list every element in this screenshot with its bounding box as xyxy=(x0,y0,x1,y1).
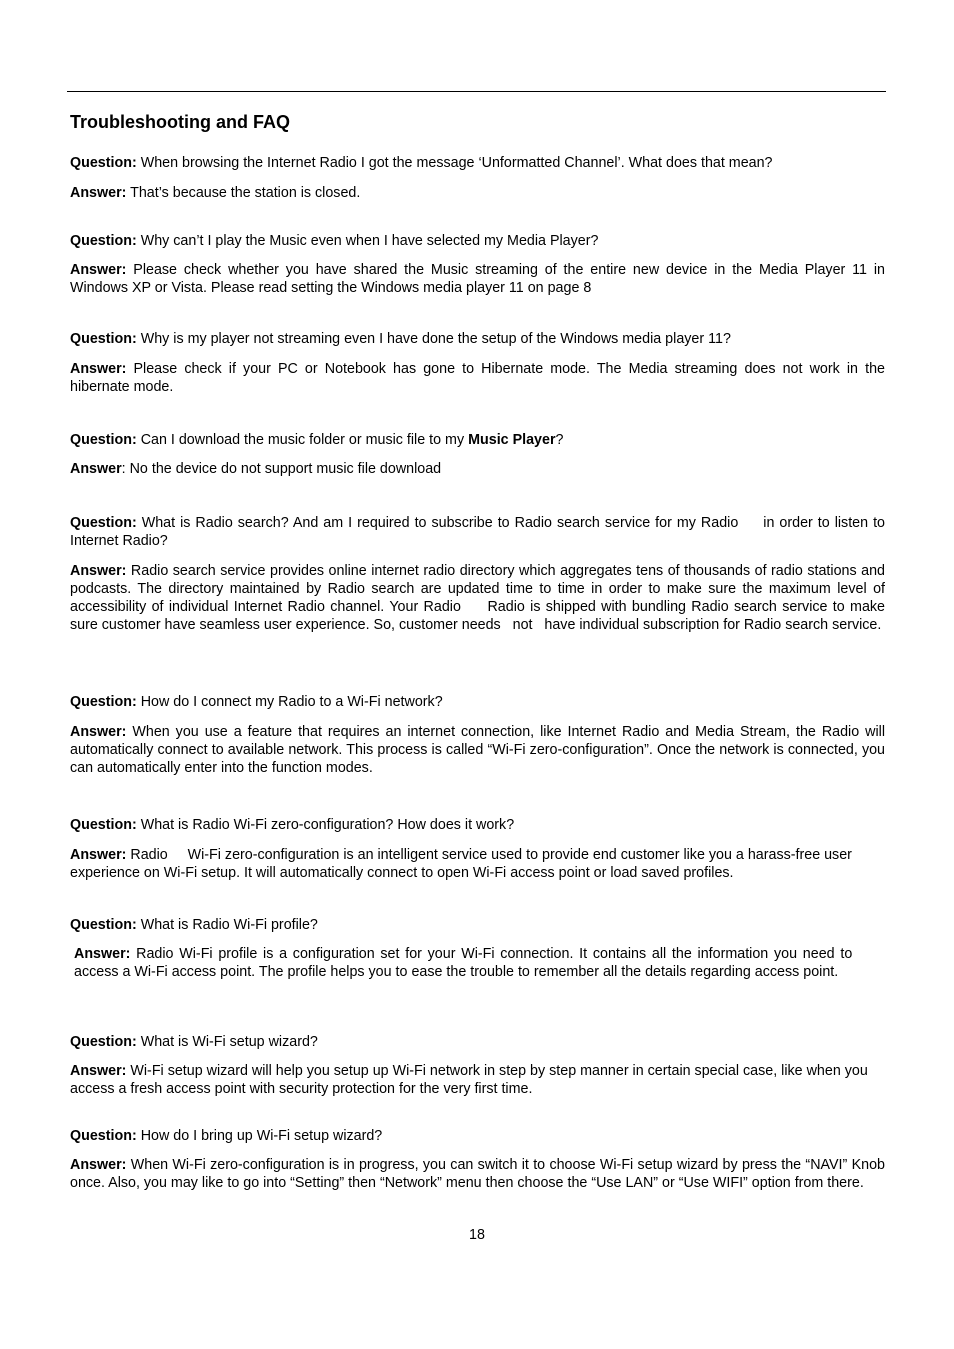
faq-answer-1 xyxy=(70,184,885,202)
faq-question-9 xyxy=(70,1033,885,1051)
answer-label: Answer: xyxy=(70,185,127,201)
question-label: Question: xyxy=(70,515,137,531)
answer-text: Radio Wi-Fi zero-configuration is an intelligent service used to provide end customer like you a harass-free user experience on Wi-Fi setup. It will automatically connect to open Wi-Fi access point or load saved profiles. xyxy=(70,847,852,881)
answer-text: : No the device do not support music file download xyxy=(121,461,442,477)
faq-question-5 xyxy=(70,514,885,550)
question-text: Why can’t I play the Music even when I have selected my Media Player? xyxy=(140,233,599,249)
faq-answer-8 xyxy=(74,945,885,981)
answer-text: Radio Wi-Fi profile is a configuration set for your Wi-Fi connection. It contains all the information you need to access a Wi-Fi access point. The profile helps you to ease the trouble to remember all the details regarding access point. xyxy=(74,946,885,980)
answer-label: Answer: xyxy=(70,563,127,579)
faq-question-2 xyxy=(70,232,885,250)
faq-answer-2 xyxy=(70,261,885,297)
question-label: Question: xyxy=(70,817,137,833)
faq-answer-4 xyxy=(70,460,885,478)
question-text: How do I bring up Wi-Fi setup wizard? xyxy=(140,1128,383,1144)
faq-question-6 xyxy=(70,693,885,711)
question-label: Question: xyxy=(70,432,137,448)
question-label: Question: xyxy=(70,331,137,347)
section-title: Troubleshooting and FAQ xyxy=(70,112,290,132)
faq-question-8 xyxy=(70,916,885,934)
faq-question-10 xyxy=(70,1127,885,1145)
question-text: How do I connect my Radio to a Wi-Fi network? xyxy=(140,694,443,710)
answer-text: Please check if your PC or Notebook has gone to Hibernate mode. The Media streaming does not work in the hibernate mode. xyxy=(70,361,885,395)
question-label: Question: xyxy=(70,694,137,710)
question-label: Question: xyxy=(70,1034,137,1050)
question-text: Why is my player not streaming even I have done the setup of the Windows media player 11? xyxy=(140,331,731,347)
faq-answer-10 xyxy=(70,1156,885,1192)
answer-text: That’s because the station is closed. xyxy=(130,185,361,201)
answer-text: When Wi-Fi zero-configuration is in progress, you can switch it to choose Wi-Fi setup wizard by press the “NAVI” Knob once. Also, you may like to go into “Setting” then “Network” menu then choose the “Use LAN” or “Use WIFI” option from there. xyxy=(70,1157,885,1191)
question-label: Question: xyxy=(70,1128,137,1144)
faq-question-7 xyxy=(70,816,885,834)
question-text: What is Wi-Fi setup wizard? xyxy=(140,1034,318,1050)
answer-text: Radio search service provides online internet radio directory which aggregates tens of thousands of radio stations and podcasts. The directory maintained by Radio search are updated time to time in order to make sure the maximum level of accessibility of individual Internet Radio channel. Your Radio Radio is shipped with bundling Radio search service to make sure customer have seamless user experience. So, customer needs not have individual subscription for Radio search service. xyxy=(70,563,885,633)
header-rule xyxy=(67,91,886,92)
faq-answer-7 xyxy=(70,846,885,882)
answer-label: Answer: xyxy=(70,847,127,863)
question-bold-term: Music Player xyxy=(468,432,556,448)
question-text: What is Radio Wi-Fi zero-configuration? How does it work? xyxy=(140,817,515,833)
answer-label: Answer: xyxy=(70,724,127,740)
faq-answer-9 xyxy=(70,1062,885,1098)
answer-label: Answer: xyxy=(70,1063,127,1079)
question-text: Can I download the music folder or music file to my xyxy=(140,432,469,448)
question-label: Question: xyxy=(70,155,137,171)
answer-label: Answer xyxy=(70,461,122,477)
answer-text: Wi-Fi setup wizard will help you setup up Wi-Fi network in step by step manner in certain special case, like when you access a fresh access point with security protection for the very first time. xyxy=(70,1063,868,1097)
answer-label: Answer: xyxy=(70,1157,127,1173)
answer-label: Answer: xyxy=(70,262,127,278)
question-label: Question: xyxy=(70,917,137,933)
answer-text: When you use a feature that requires an internet connection, like Internet Radio and Media Stream, the Radio will automatically connect to available network. This process is called “Wi-Fi zero-configuration”. Once the network is connected, you can automatically enter into the function modes. xyxy=(70,724,885,776)
faq-question-3 xyxy=(70,330,885,348)
question-text: What is Radio search? And am I required to subscribe to Radio search service for my Radio in order to listen to Internet Radio? xyxy=(70,515,886,549)
answer-label: Answer: xyxy=(74,946,131,962)
faq-answer-5 xyxy=(70,562,885,634)
faq-answer-6 xyxy=(70,723,885,777)
answer-label: Answer: xyxy=(70,361,127,377)
faq-answer-3 xyxy=(70,360,885,396)
faq-question-4 xyxy=(70,431,885,449)
page-number: 18 xyxy=(469,1227,485,1243)
question-text: When browsing the Internet Radio I got the message ‘Unformatted Channel’. What does that mean? xyxy=(140,155,773,171)
question-text-end: ? xyxy=(555,432,564,448)
question-label: Question: xyxy=(70,233,137,249)
answer-text: Please check whether you have shared the Music streaming of the entire new device in the Media Player 11 in Windows XP or Vista. Please read setting the Windows media player 11 on page 8 xyxy=(70,262,885,296)
question-text: What is Radio Wi-Fi profile? xyxy=(140,917,318,933)
faq-question-1 xyxy=(70,154,885,172)
